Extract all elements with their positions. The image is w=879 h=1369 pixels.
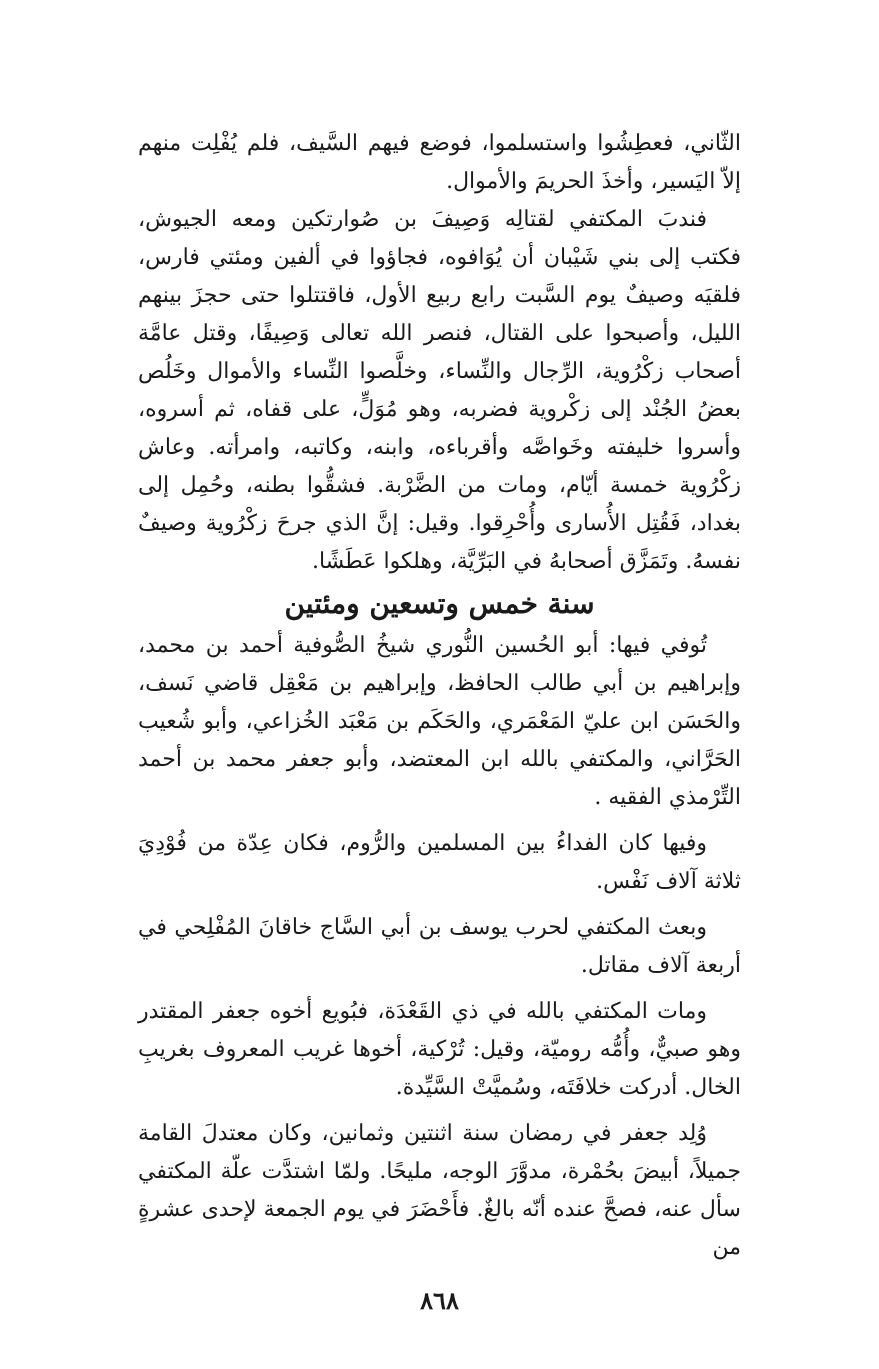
- paragraph-continuation: الثّاني، فعطِشُوا واستسلموا، فوضع فيهم السَّيف، فلم يُفْلِت منهم إلاّ اليَسير، وأخذَ الحريمَ والأموال.: [138, 131, 741, 194]
- paragraph-deaths: تُوفي فيها: أبو الحُسين النُّوري شيخُ الصُّوفية أحمد بن محمد، وإبراهيم بن أبي طالب الحافظ، وإبراهيم بن مَعْقِل قاضي نَسف، والحَسَن ابن عليّ المَعْمَري، والحَكَم بن مَعْبَد الخُزاعي، وأبو شُعيب الحَرَّاني، والمكتفي بالله ابن المعتضد، وأبو جعفر محمد بن أحمد التِّرْمذي الفقيه .: [138, 633, 741, 810]
- page-number: ٨٦٨: [420, 1286, 459, 1315]
- paragraph-jafar-birth: وُلِد جعفر في رمضان سنة اثنتين وثمانين، وكان معتدلَ القامة جميلاً، أبيضَ بحُمْرة، مدوَّرَ الوجه، مليحًا. ولمّا اشتدَّت علّة المكتفي سأل عنه، فصحَّ عنده أنّه بالغٌ. فأَحْضَرَ في يوم الجمعة لإحدى عشرةٍ من: [138, 1121, 741, 1260]
- paragraph-khaqan-dispatch: وبعث المكتفي لحرب يوسف بن أبي السَّاج خاقانَ المُفْلِحي في أربعة آلاف مقاتل.: [138, 915, 741, 978]
- paragraph-wasif-campaign: فندبَ المكتفي لقتالِه وَصِيفَ بن صُوارتكين ومعه الجيوش، فكتب إلى بني شَيْبان أن يُوَافوه، فجاؤوا في ألفين ومئتي فارس، فلقيَه وصيفٌ يوم السَّبت رابع ربيع الأول، فاقتتلوا حتى حجزَ بينهم الليل، وأصبحوا على القتال، فنصر الله تعالى وَصِيفًا، وقتل عامَّة أصحاب زكْرُوية، الرِّجال والنِّساء، وخلَّصوا النِّساء والأموال وخَلُص بعضُ الجُنْد إلى زكْروية فضربه، وهو مُوَلٍّ، على قفاه، ثم أسروه، وأسروا خليفته وخَواصَّه وأقرباءه، وابنه، وكاتبه، وامرأته. وعاش زكْرُوية خمسة أيّام، ومات من الضَّرْبة. فشقُّوا بطنه، وحُمِل إلى بغداد، فَقُتِل الأُسارى وأُحْرِقوا. وقيل: إنَّ الذي جرحَ زكْرُوية وصيفٌ نفسهُ. وتَمَزَّق أصحابهُ في البَرِّيَّة، وهلكوا عَطَشًا.: [138, 207, 741, 574]
- section-heading-year-295: سنة خمس وتسعين ومئتين: [284, 587, 595, 620]
- paragraph-muktafi-death: ومات المكتفي بالله في ذي القَعْدَة، فبُويع أخوه جعفر المقتدر وهو صبيٌّ، وأُمُّه روميّة، وقيل: تُرْكية، أخوها غريب المعروف بغريبِ الخال. أدركت خلافَتَه، وسُميَّتْ السَّيِّدة.: [138, 999, 741, 1100]
- page-body-text: [138, 125, 741, 1267]
- paragraph-prisoner-exchange: وفيها كان الفداءُ بين المسلمين والرُّوم، فكان عِدّة من فُوْدِيَ ثلاثة آلاف نَفْس.: [138, 831, 741, 894]
